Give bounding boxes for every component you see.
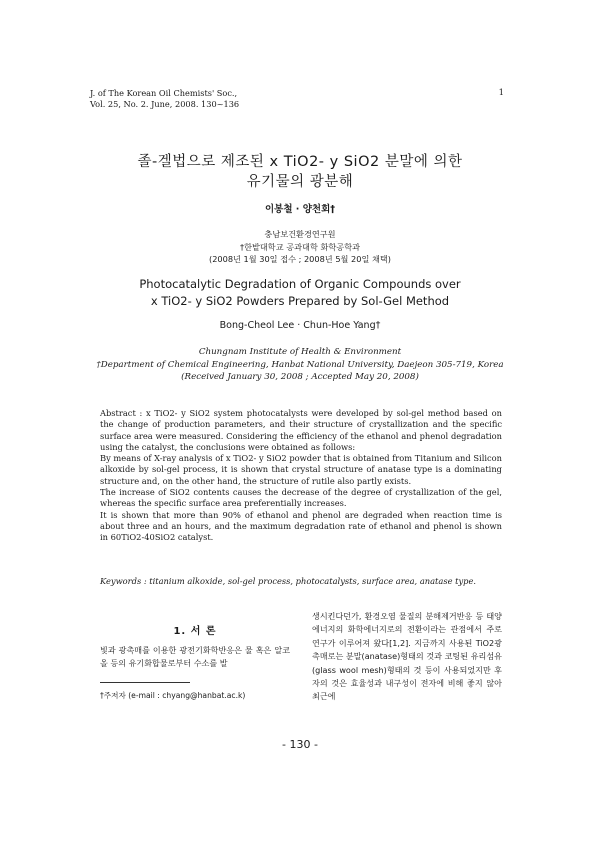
introduction-left-column: 빛과 광촉매를 이용한 광전기화학반응은 물 혹은 알코올 등의 유기화합물로부터 수소를 발 (100, 645, 290, 669)
english-aff-line-3: (Received January 30, 2008 ; Accepted May 20, 2008) (181, 372, 419, 382)
footnote-divider (100, 682, 190, 683)
keywords: Keywords : titanium alkoxide, sol-gel process, photocatalysts, surface area, anatase type. (100, 576, 477, 586)
abstract-paragraph-3: The increase of SiO2 contents causes the decrease of the degree of crystallization of the gel, whereas the specific surface area preferentially increases. (100, 487, 502, 509)
abstract-paragraph-4: It is shown that more than 90% of ethanol and phenol are degraded when reaction time is about three and an hours, and the maximum degradation rate of ethanol and phenol is shown in 60TiO2-40SiO2 catalyst. (100, 509, 502, 543)
english-title-line-1: Photocatalytic Degradation of Organic Compounds over (139, 277, 461, 291)
page-number-top: 1 (498, 88, 504, 98)
page-footer-number: - 130 - (282, 738, 318, 751)
english-aff-line-1: Chungnam Institute of Health & Environment (198, 347, 402, 357)
abstract-paragraph-1: Abstract : x TiO2- y SiO2 system photocatalysts were developed by sol-gel method based on the change of production parameters, and their structure of crystallization and the specific surface area were measured. Considering the efficiency of the ethanol and phenol degradation using the catalyst, the conclusions were obtained as follows: (100, 408, 502, 452)
korean-aff-line-3: (2008년 1월 30일 접수 ; 2008년 5월 20일 채택) (209, 254, 391, 264)
english-title-line-2: x TiO2- y SiO2 Powders Prepared by Sol-Gel Method (150, 294, 450, 308)
journal-line-2: Vol. 25, No. 2. June, 2008. 130~136 (90, 99, 240, 109)
abstract-paragraph-2: By means of X-ray analysis of x TiO2- y SiO2 powder that is obtained from Titanium and Silicon alkoxide by sol-gel process, it is shown that crystal structure of anatase type is a dominating structure and, on the other hand, the structure of rutile also partly exists. (100, 453, 502, 486)
footnote: †주저자 (e-mail : chyang@hanbat.ac.k) (100, 691, 246, 700)
korean-title-line-2: 유기물의 광분해 (246, 174, 354, 190)
introduction-right-column: 생시킨다던가, 환경오염 물질의 분해제거반응 등 태양에너지의 화학에너지로의 전환이라는 관점에서 주로 연구가 이루어져 왔다[1,2]. 지금까지 사용된 TiO2광촉매로는 분말(anatase)형태의 것과 코팅된 유리섬유(glass wool mesh)형태의 것 등이 사용되었지만 후자의 것은 효율성과 내구성이 전자에 비해 좋지 않아 최근에 (312, 611, 502, 702)
english-authors: Bong-Cheol Lee · Chun-Hoe Yang† (219, 320, 381, 331)
section-heading-introduction: 1. 서 론 (173, 626, 217, 637)
abstract (100, 408, 502, 544)
journal-line-1: J. of The Korean Oil Chemists' Soc., (90, 88, 238, 98)
korean-title-line-1: 졸-겔법으로 제조된 x TiO2- y SiO2 분말에 의한 (137, 154, 463, 170)
english-title (70, 276, 530, 310)
korean-affiliations (70, 228, 530, 266)
korean-authors: 이봉철 · 양천회† (264, 204, 336, 215)
english-aff-line-2: †Department of Chemical Engineering, Hanbat National University, Daejeon 305-719, Korea (96, 359, 504, 370)
korean-aff-line-2: †한밭대학교 공과대학 화학공학과 (239, 241, 361, 252)
english-affiliations (60, 346, 540, 384)
korean-title (70, 152, 530, 192)
journal-citation (90, 88, 239, 110)
korean-aff-line-1: 충남보건환경연구원 (264, 229, 336, 239)
